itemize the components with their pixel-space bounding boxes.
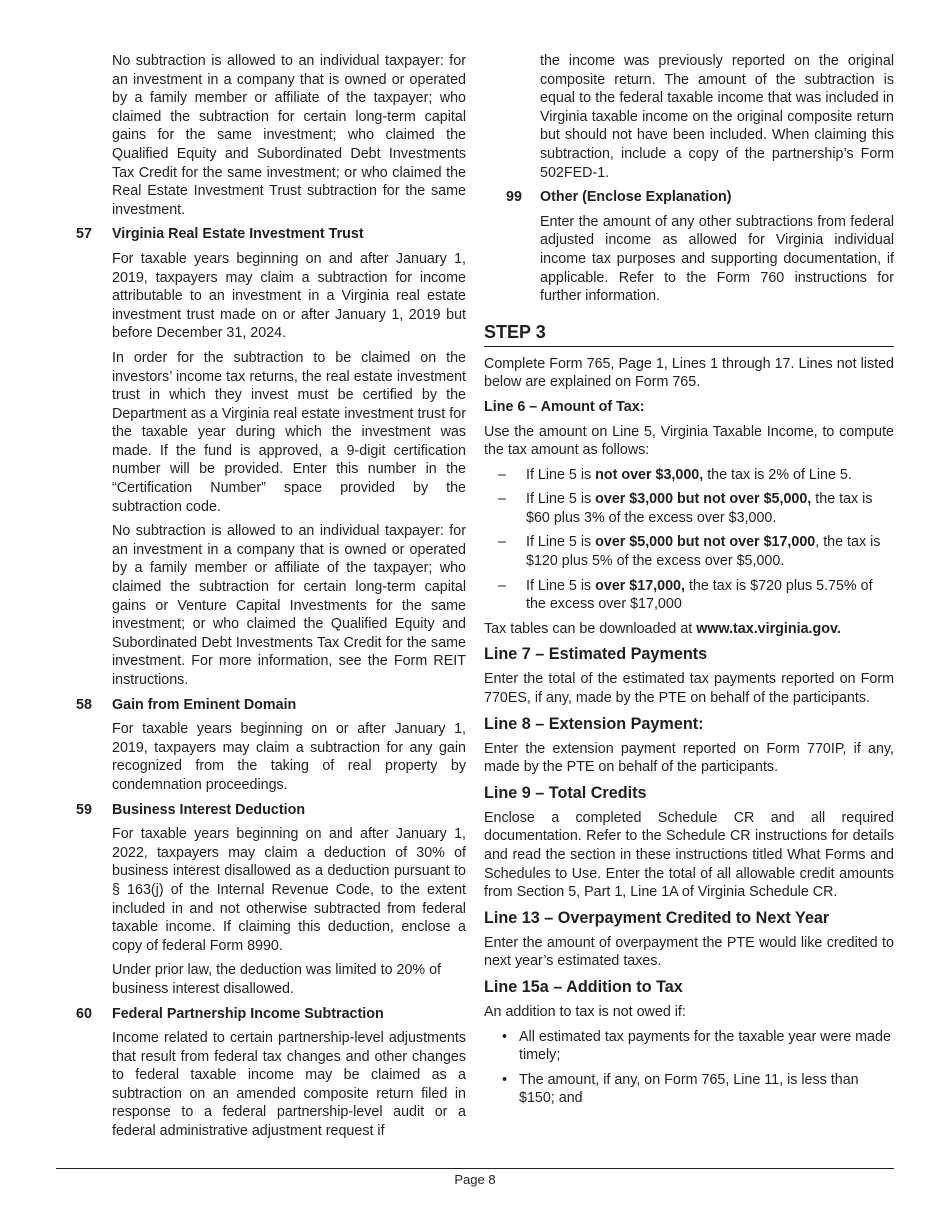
intro-paragraph: No subtraction is allowed to an individual taxpayer: for an investment in a company that is owned or operated by a family member or affiliate of the taxpayer; who claimed the subtraction for certain long-term capital gains for the same investment; who claimed the Qualified Equity and Subordinated Debt Investments Tax Credit for the same investment; or who claimed the Real Estate Investment Trust subtraction for the same investment. — [112, 53, 466, 218]
item-99-body — [484, 213, 894, 306]
tax-website-link[interactable]: www.tax.virginia.gov. — [696, 620, 841, 637]
line-7-text: Enter the total of the estimated tax payments reported on Form 770ES, if any, made by the PTE on behalf of the participants. — [484, 671, 894, 707]
line-7-heading: Line 7 – Estimated Payments — [484, 645, 708, 664]
item-title: Federal Partnership Income Subtraction — [112, 1005, 384, 1022]
line-9-heading: Line 9 – Total Credits — [484, 783, 647, 802]
item-number: 60 — [76, 1005, 92, 1022]
dash-marker: – — [498, 466, 506, 483]
step-3-intro: Complete Form 765, Page 1, Lines 1 through 17. Lines not listed below are explained on Form 765. — [484, 355, 894, 391]
item-59-heading — [76, 801, 466, 820]
item-59-body — [76, 825, 466, 998]
paragraph: Income related to certain partnership-level adjustments that result from federal tax changes and other changes to federal taxable income may be claimed as a subtraction on an amended composite return filed in response to a federal partnership-level audit or a federal administrative adjustment request if — [112, 1030, 466, 1140]
line-15a-heading: Line 15a – Addition to Tax — [484, 977, 683, 996]
item-99-heading — [484, 188, 894, 207]
line-15a-intro: An addition to tax is not owed if: — [484, 1003, 686, 1020]
line-8-heading: Line 8 – Extension Payment: — [484, 714, 704, 733]
item-58-heading — [76, 696, 466, 715]
bullet-marker: • — [502, 1071, 508, 1088]
list-item: – If Line 5 is over $17,000, the tax is $720 plus 5.75% of the excess over $17,000 — [484, 577, 894, 614]
dash-marker: – — [498, 491, 506, 508]
list-item: • The amount, if any, on Form 765, Line 11, is less than $150; and — [484, 1071, 894, 1108]
tax-tables-note: Tax tables can be downloaded at www.tax.virginia.gov. — [484, 620, 841, 637]
step-3-heading: STEP 3 — [484, 321, 894, 347]
list-item: • All estimated tax payments for the taxable year were made timely; — [484, 1028, 894, 1065]
dash-marker: – — [498, 577, 506, 594]
paragraph: For taxable years beginning on and after January 1, 2022, taxpayers may claim a deduction of 30% of business interest disallowed as a deduction pursuant to § 163(j) of the Internal Revenue Code, to the extent included in and not otherwise subtracted from federal taxable income. If claiming this deduction, enclose a copy of federal Form 8990. — [112, 826, 466, 954]
list-item: – If Line 5 is not over $3,000, the tax is 2% of Line 5. — [484, 466, 894, 485]
paragraph: In order for the subtraction to be claimed on the investors’ income tax returns, the real estate investment trust in which they invest must be certified by the Department as a Virginia real estate investment trust for the taxable year during which the investment was made. If the fund is approved, a 9-digit certification number will be provided. Enter this number in the “Certification Number” space provided by the subtraction code. — [112, 349, 466, 515]
tax-rules-list — [484, 466, 894, 614]
item-57-body — [76, 250, 466, 690]
paragraph: For taxable years beginning on and after January 1, 2019, taxpayers may claim a subtraction for income attributable to an investment in a Virginia real estate investment trust made on or after January 1, 2019 but before December 31, 2024. — [112, 250, 466, 342]
paragraph: No subtraction is allowed to an individual taxpayer: for an investment in a company that is owned or operated by a family member or affiliate of the taxpayer; who claimed the subtraction for certain long-term capital gains or Venture Capital Investments for the same investment; or who claimed the Qualified Equity and Subordinated Debt Investments Tax Credit for the same investment. For more information, see the Form REIT instructions. — [112, 523, 466, 688]
line-6-heading: Line 6 – Amount of Tax: — [484, 398, 645, 415]
item-number: 57 — [76, 226, 92, 243]
item-number: 58 — [76, 696, 92, 713]
line-9-text: Enclose a completed Schedule CR and all required documentation. Refer to the Schedule CR instructions for details and read the section in these instructions titled What Forms and Schedules to Use. Enter the total of all allowable credit amounts from Section 5, Part 1, Line 1A of Virginia Schedule CR. — [484, 809, 894, 901]
item-title: Other (Enclose Explanation) — [540, 189, 732, 206]
addition-to-tax-list — [484, 1028, 894, 1108]
item-number: 99 — [506, 189, 522, 206]
dash-marker: – — [498, 534, 506, 551]
paragraph: Enter the amount of any other subtractions from federal adjusted income as allowed for Virginia individual income tax purposes and supporting documentation, if applicable. Refer to the Form 760 instructions for further information. — [540, 213, 894, 305]
item-title: Virginia Real Estate Investment Trust — [112, 226, 364, 243]
item-number: 59 — [76, 801, 92, 818]
item-60-continued: the income was previously reported on the original composite return. The amount of the subtraction is equal to the federal taxable income that was included in Virginia taxable income on the original composite return but should not have been included. When claiming this subtraction, include a copy of the partnership’s Form 502FED-1. — [540, 53, 894, 181]
line-6-intro: Use the amount on Line 5, Virginia Taxable Income, to compute the tax amount as follows: — [484, 423, 894, 459]
item-title: Business Interest Deduction — [112, 801, 306, 818]
footer-divider — [56, 1168, 894, 1169]
line-8-text: Enter the extension payment reported on Form 770IP, if any, made by the PTE on behalf of the participants. — [484, 740, 894, 776]
line-13-text: Enter the amount of overpayment the PTE would like credited to next year’s estimated taxes. — [484, 934, 894, 970]
paragraph: For taxable years beginning on or after January 1, 2019, taxpayers may claim a subtraction for any gain recognized from the taking of real property by condemnation proceedings. — [112, 721, 466, 793]
line-13-heading: Line 13 – Overpayment Credited to Next Year — [484, 908, 830, 927]
item-57-heading — [76, 225, 466, 244]
bullet-marker: • — [502, 1028, 508, 1045]
page-number: Page 8 — [454, 1172, 496, 1187]
item-60-heading — [76, 1005, 466, 1024]
list-item: – If Line 5 is over $3,000 but not over $5,000, the tax is $60 plus 3% of the excess over $3,000. — [484, 490, 894, 527]
right-column — [484, 52, 894, 1114]
list-item: – If Line 5 is over $5,000 but not over $17,000, the tax is $120 plus 5% of the excess over $5,000. — [484, 533, 894, 570]
item-60-body — [76, 1029, 466, 1141]
item-58-body — [76, 720, 466, 794]
item-title: Gain from Eminent Domain — [112, 696, 297, 713]
left-column — [76, 52, 466, 1147]
paragraph: Under prior law, the deduction was limited to 20% of business interest disallowed. — [112, 962, 442, 997]
